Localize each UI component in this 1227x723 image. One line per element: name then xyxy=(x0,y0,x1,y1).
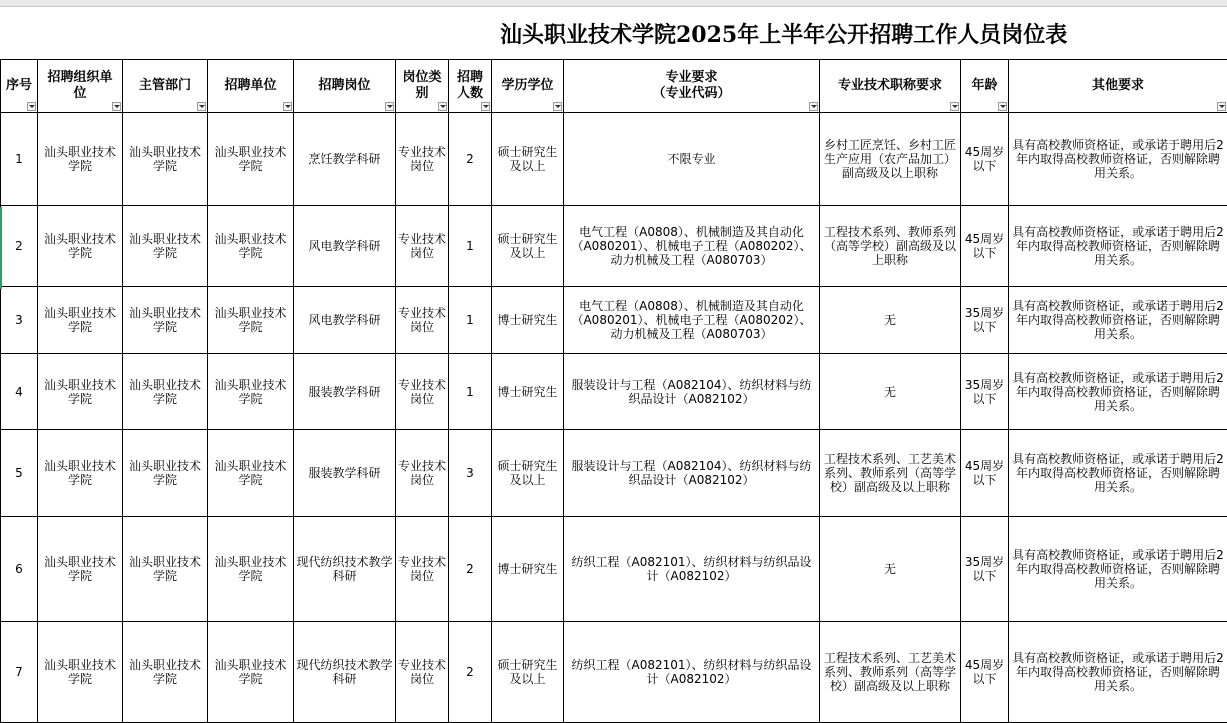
filter-dropdown-icon[interactable] xyxy=(950,102,959,111)
table-row xyxy=(1,517,1227,622)
cell-org[interactable]: 汕头职业技术学院 xyxy=(38,113,123,206)
cell-no[interactable]: 3 xyxy=(1,287,38,354)
table-row xyxy=(1,113,1227,206)
cell-major[interactable]: 不限专业 xyxy=(564,113,820,206)
header-org[interactable]: 招聘组织单 位 xyxy=(38,60,123,113)
cell-major[interactable]: 纺织工程（A082101）、纺织材料与纺织品设计（A082102） xyxy=(564,622,820,723)
filter-dropdown-icon[interactable] xyxy=(998,102,1007,111)
cell-org[interactable]: 汕头职业技术学院 xyxy=(38,206,123,287)
cell-title-req[interactable]: 工程技术系列、教师系列（高等学校）副高级及以上职称 xyxy=(820,206,961,287)
cell-category[interactable]: 专业技术岗位 xyxy=(396,430,449,517)
cell-org[interactable]: 汕头职业技术学院 xyxy=(38,517,123,622)
cell-post[interactable]: 现代纺织技术教学科研 xyxy=(294,517,396,622)
cell-other[interactable]: 具有高校教师资格证，或承诺于聘用后2年内取得高校教师资格证，否则解除聘用关系。 xyxy=(1009,622,1227,723)
header-unit[interactable]: 招聘单位 xyxy=(208,60,294,113)
cell-no[interactable]: 1 xyxy=(1,113,38,206)
cell-org[interactable]: 汕头职业技术学院 xyxy=(38,622,123,723)
cell-post[interactable]: 服装教学科研 xyxy=(294,430,396,517)
cell-unit[interactable]: 汕头职业技术学院 xyxy=(208,113,294,206)
header-row xyxy=(1,60,1227,113)
header-major[interactable]: 专业要求 （专业代码） xyxy=(564,60,820,113)
cell-count[interactable]: 2 xyxy=(449,622,492,723)
cell-unit[interactable]: 汕头职业技术学院 xyxy=(208,354,294,430)
cell-age[interactable]: 45周岁以下 xyxy=(961,430,1009,517)
filter-dropdown-icon[interactable] xyxy=(809,102,818,111)
cell-count[interactable]: 1 xyxy=(449,206,492,287)
sheet-title: 汕头职业技术学院2025年上半年公开招聘工作人员岗位表 xyxy=(500,18,1067,49)
cell-title-req[interactable]: 乡村工匠烹饪、乡村工匠生产应用（农产品加工）副高级及以上职称 xyxy=(820,113,961,206)
cell-edu[interactable]: 博士研究生 xyxy=(492,354,564,430)
cell-unit[interactable]: 汕头职业技术学院 xyxy=(208,206,294,287)
cell-count[interactable]: 1 xyxy=(449,287,492,354)
selected-row-indicator xyxy=(0,207,2,289)
filter-dropdown-icon[interactable] xyxy=(112,102,121,111)
cell-edu[interactable]: 硕士研究生及以上 xyxy=(492,113,564,206)
cell-unit[interactable]: 汕头职业技术学院 xyxy=(208,517,294,622)
cell-org[interactable]: 汕头职业技术学院 xyxy=(38,354,123,430)
cell-count[interactable]: 2 xyxy=(449,517,492,622)
cell-edu[interactable]: 博士研究生 xyxy=(492,287,564,354)
cell-no[interactable]: 2 xyxy=(1,206,38,287)
cell-no[interactable]: 6 xyxy=(1,517,38,622)
table-row xyxy=(1,206,1227,287)
cell-no[interactable]: 4 xyxy=(1,354,38,430)
cell-count[interactable]: 1 xyxy=(449,354,492,430)
header-no[interactable]: 序号 xyxy=(1,60,38,113)
cell-category[interactable]: 专业技术岗位 xyxy=(396,113,449,206)
cell-post[interactable]: 现代纺织技术教学科研 xyxy=(294,622,396,723)
cell-edu[interactable]: 硕士研究生及以上 xyxy=(492,430,564,517)
filter-dropdown-icon[interactable] xyxy=(27,102,36,111)
cell-age[interactable]: 45周岁以下 xyxy=(961,622,1009,723)
table-row xyxy=(1,354,1227,430)
cell-post[interactable]: 烹饪教学科研 xyxy=(294,113,396,206)
cell-major[interactable]: 服装设计与工程（A082104）、纺织材料与纺织品设计（A082102） xyxy=(564,354,820,430)
cell-category[interactable]: 专业技术岗位 xyxy=(396,354,449,430)
cell-other[interactable]: 具有高校教师资格证，或承诺于聘用后2年内取得高校教师资格证，否则解除聘用关系。 xyxy=(1009,517,1227,622)
header-dept[interactable]: 主管部门 xyxy=(123,60,208,113)
cell-category[interactable]: 专业技术岗位 xyxy=(396,206,449,287)
cell-post[interactable]: 服装教学科研 xyxy=(294,354,396,430)
cell-unit[interactable]: 汕头职业技术学院 xyxy=(208,287,294,354)
cell-category[interactable]: 专业技术岗位 xyxy=(396,517,449,622)
filter-dropdown-icon[interactable] xyxy=(197,102,206,111)
cell-dept[interactable]: 汕头职业技术学院 xyxy=(123,430,208,517)
cell-post[interactable]: 风电教学科研 xyxy=(294,287,396,354)
cell-major[interactable]: 服装设计与工程（A082104）、纺织材料与纺织品设计（A082102） xyxy=(564,430,820,517)
cell-title-req[interactable]: 无 xyxy=(820,517,961,622)
header-category[interactable]: 岗位类 别 xyxy=(396,60,449,113)
cell-age[interactable]: 45周岁以下 xyxy=(961,206,1009,287)
cell-edu[interactable]: 博士研究生 xyxy=(492,517,564,622)
cell-other[interactable]: 具有高校教师资格证，或承诺于聘用后2年内取得高校教师资格证，否则解除聘用关系。 xyxy=(1009,354,1227,430)
cell-other[interactable]: 具有高校教师资格证，或承诺于聘用后2年内取得高校教师资格证，否则解除聘用关系。 xyxy=(1009,206,1227,287)
cell-no[interactable]: 5 xyxy=(1,430,38,517)
header-title-req[interactable]: 专业技术职称要求 xyxy=(820,60,961,113)
cell-edu[interactable]: 硕士研究生及以上 xyxy=(492,622,564,723)
sheet-title-row[interactable] xyxy=(0,6,1227,60)
cell-major[interactable]: 纺织工程（A082101）、纺织材料与纺织品设计（A082102） xyxy=(564,517,820,622)
cell-age[interactable]: 35周岁以下 xyxy=(961,287,1009,354)
header-other[interactable]: 其他要求 xyxy=(1009,60,1227,113)
cell-category[interactable]: 专业技术岗位 xyxy=(396,622,449,723)
cell-category[interactable]: 专业技术岗位 xyxy=(396,287,449,354)
cell-title-req[interactable]: 无 xyxy=(820,287,961,354)
cell-count[interactable]: 2 xyxy=(449,113,492,206)
cell-other[interactable]: 具有高校教师资格证，或承诺于聘用后2年内取得高校教师资格证，否则解除聘用关系。 xyxy=(1009,430,1227,517)
table-row xyxy=(1,622,1227,723)
cell-unit[interactable]: 汕头职业技术学院 xyxy=(208,430,294,517)
recruitment-table xyxy=(0,59,1227,723)
table-row xyxy=(1,287,1227,354)
cell-dept[interactable]: 汕头职业技术学院 xyxy=(123,113,208,206)
cell-dept[interactable]: 汕头职业技术学院 xyxy=(123,354,208,430)
header-post[interactable]: 招聘岗位 xyxy=(294,60,396,113)
cell-age[interactable]: 45周岁以下 xyxy=(961,113,1009,206)
header-edu[interactable]: 学历学位 xyxy=(492,60,564,113)
cell-unit[interactable]: 汕头职业技术学院 xyxy=(208,622,294,723)
filter-dropdown-icon[interactable] xyxy=(553,102,562,111)
table-row xyxy=(1,430,1227,517)
cell-title-req[interactable]: 工程技术系列、工艺美术系列、教师系列（高等学校）副高级及以上职称 xyxy=(820,622,961,723)
cell-age[interactable]: 35周岁以下 xyxy=(961,354,1009,430)
header-age[interactable]: 年龄 xyxy=(961,60,1009,113)
filter-dropdown-icon[interactable] xyxy=(438,102,447,111)
cell-org[interactable]: 汕头职业技术学院 xyxy=(38,287,123,354)
cell-dept[interactable]: 汕头职业技术学院 xyxy=(123,622,208,723)
cell-other[interactable]: 具有高校教师资格证，或承诺于聘用后2年内取得高校教师资格证，否则解除聘用关系。 xyxy=(1009,287,1227,354)
cell-edu[interactable]: 硕士研究生及以上 xyxy=(492,206,564,287)
cell-title-req[interactable]: 工程技术系列、工艺美术系列、教师系列（高等学校）副高级及以上职称 xyxy=(820,430,961,517)
cell-count[interactable]: 3 xyxy=(449,430,492,517)
cell-major[interactable]: 电气工程（A0808）、机械制造及其自动化（A080201）、机械电子工程（A080202）、动力机械及工程（A080703） xyxy=(564,287,820,354)
filter-dropdown-icon[interactable] xyxy=(481,102,490,111)
filter-dropdown-icon[interactable] xyxy=(1217,102,1226,111)
cell-major[interactable]: 电气工程（A0808）、机械制造及其自动化（A080201）、机械电子工程（A080202）、动力机械及工程（A080703） xyxy=(564,206,820,287)
cell-dept[interactable]: 汕头职业技术学院 xyxy=(123,287,208,354)
filter-dropdown-icon[interactable] xyxy=(283,102,292,111)
cell-post[interactable]: 风电教学科研 xyxy=(294,206,396,287)
header-count[interactable]: 招聘 人数 xyxy=(449,60,492,113)
cell-org[interactable]: 汕头职业技术学院 xyxy=(38,430,123,517)
cell-dept[interactable]: 汕头职业技术学院 xyxy=(123,206,208,287)
cell-title-req[interactable]: 无 xyxy=(820,354,961,430)
cell-age[interactable]: 35周岁以下 xyxy=(961,517,1009,622)
cell-other[interactable]: 具有高校教师资格证，或承诺于聘用后2年内取得高校教师资格证，否则解除聘用关系。 xyxy=(1009,113,1227,206)
cell-dept[interactable]: 汕头职业技术学院 xyxy=(123,517,208,622)
filter-dropdown-icon[interactable] xyxy=(385,102,394,111)
cell-no[interactable]: 7 xyxy=(1,622,38,723)
